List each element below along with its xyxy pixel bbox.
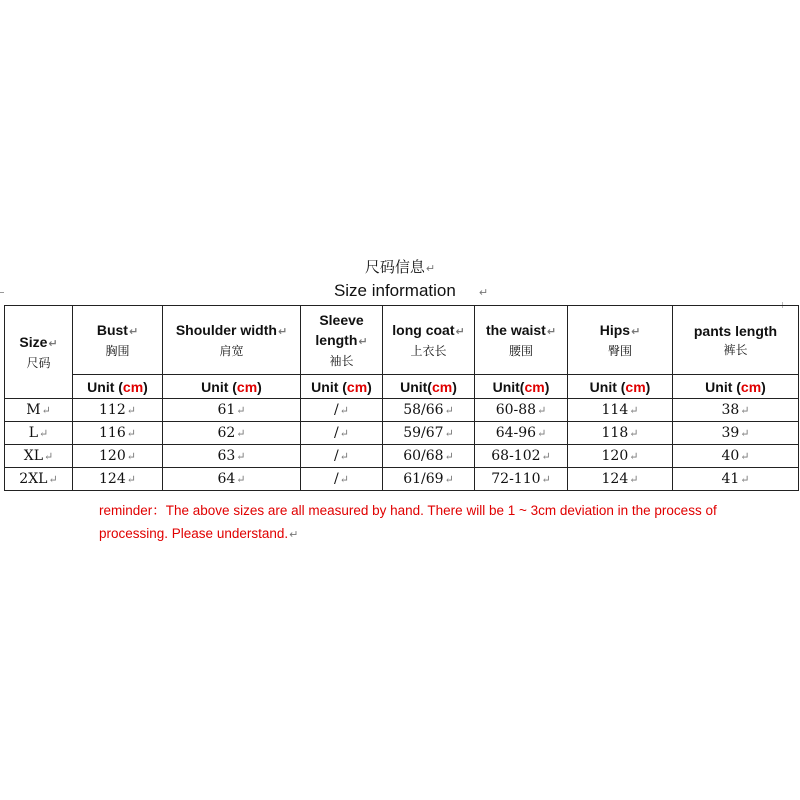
reminder-note — [99, 499, 779, 547]
cell-value: / — [334, 402, 339, 418]
coat-cell — [383, 399, 475, 422]
unit-cell — [301, 375, 383, 399]
return-mark-icon: ↵ — [126, 473, 136, 486]
bust-cell — [73, 445, 163, 468]
header-label-cn: 上衣长 — [410, 344, 447, 358]
size-table — [4, 305, 799, 491]
table-row — [5, 399, 799, 422]
return-mark-icon: ↵ — [740, 427, 750, 440]
title-chinese — [0, 256, 800, 277]
cell-value: XL — [23, 448, 44, 464]
waist-cell — [475, 422, 568, 445]
unit-text: ) — [761, 378, 766, 395]
unit-cm: cm — [346, 378, 368, 395]
header-label: Sleeve length — [315, 312, 364, 348]
unit-text: ) — [452, 378, 457, 395]
pants-cell — [673, 445, 799, 468]
unit-cm: cm — [740, 378, 762, 395]
return-mark-icon: ↵ — [339, 427, 349, 440]
sleeve-cell — [301, 422, 383, 445]
return-mark-icon: ↵ — [631, 326, 641, 338]
unit-cell — [673, 375, 799, 399]
table-row — [5, 445, 799, 468]
header-hips — [568, 306, 673, 375]
return-mark-icon: ↵ — [339, 450, 349, 463]
header-label-cn: 肩宽 — [219, 344, 244, 358]
cell-value: 118 — [601, 425, 629, 441]
return-mark-icon: ↵ — [537, 404, 547, 417]
return-mark-icon: ↵ — [236, 450, 246, 463]
hips-cell — [568, 399, 673, 422]
header-label: Bust — [96, 322, 128, 338]
return-mark-icon: ↵ — [425, 263, 436, 275]
header-shoulder-width — [163, 306, 301, 375]
sleeve-cell — [301, 468, 383, 491]
cell-value: / — [334, 425, 339, 441]
return-mark-icon: ↵ — [629, 473, 639, 486]
header-label: Hips — [599, 322, 631, 338]
return-mark-icon: ↵ — [444, 404, 454, 417]
sleeve-cell — [301, 399, 383, 422]
cell-value: L — [28, 425, 39, 441]
shoulder-cell — [163, 399, 301, 422]
cell-value: 116 — [99, 425, 126, 441]
header-label: long coat — [392, 322, 455, 338]
cell-value: M — [26, 402, 41, 418]
shoulder-cell — [163, 445, 301, 468]
return-mark-icon: ↵ — [541, 473, 551, 486]
cell-value: 41 — [721, 471, 740, 487]
return-mark-icon: ↵ — [455, 326, 465, 338]
header-pants-length — [673, 306, 799, 375]
return-mark-icon: ↵ — [289, 529, 299, 541]
unit-cell — [568, 375, 673, 399]
return-mark-icon: ↵ — [277, 326, 288, 338]
return-mark-icon: ↵ — [236, 404, 246, 417]
unit-text: Unit ( — [589, 378, 626, 395]
coat-cell — [383, 422, 475, 445]
cell-value: 72-110 — [491, 471, 541, 487]
cell-value: 120 — [601, 448, 629, 464]
return-mark-icon: ↵ — [444, 427, 454, 440]
return-mark-icon: ↵ — [48, 338, 58, 350]
header-label-cn: 裤长 — [723, 343, 748, 357]
return-mark-icon: ↵ — [126, 427, 136, 440]
return-mark-icon: ↵ — [629, 450, 639, 463]
unit-text: Unit( — [400, 378, 432, 395]
hips-cell — [568, 422, 673, 445]
unit-text: Unit ( — [87, 378, 123, 395]
unit-cm: cm — [431, 378, 453, 395]
header-label-cn: 尺码 — [26, 356, 51, 370]
cell-value: 39 — [721, 425, 740, 441]
cell-value: 64 — [217, 471, 236, 487]
cell-value: / — [334, 448, 339, 464]
return-mark-icon: ↵ — [236, 427, 246, 440]
unit-text: Unit ( — [201, 378, 237, 395]
header-size — [5, 306, 73, 399]
unit-cm: cm — [524, 378, 545, 395]
cell-value: 60/68 — [403, 448, 444, 464]
title-chinese-text: 尺码信息 — [364, 259, 425, 276]
waist-cell — [475, 399, 568, 422]
cell-value: 61 — [217, 402, 236, 418]
pants-cell — [673, 422, 799, 445]
cell-value: 2XL — [19, 471, 48, 487]
return-mark-icon: ↵ — [128, 326, 139, 338]
title-english-text: Size information — [333, 281, 456, 300]
waist-cell — [475, 468, 568, 491]
cell-value: / — [334, 471, 339, 487]
return-mark-icon: ↵ — [740, 473, 750, 486]
header-label: pants length — [693, 323, 778, 339]
return-mark-icon: ↵ — [358, 336, 368, 348]
unit-text: ) — [143, 378, 148, 395]
size-cell — [5, 399, 73, 422]
cell-value: 68-102 — [491, 448, 541, 464]
size-cell — [5, 445, 73, 468]
cell-value: 63 — [217, 448, 236, 464]
unit-text: Unit ( — [311, 378, 347, 395]
cell-value: 124 — [99, 471, 126, 487]
return-mark-icon: ↵ — [541, 450, 551, 463]
header-sleeve-length — [301, 306, 383, 375]
table-row — [5, 422, 799, 445]
header-label: Size — [19, 334, 48, 350]
title-english — [0, 281, 800, 301]
cell-value: 124 — [601, 471, 629, 487]
return-mark-icon: ↵ — [39, 427, 49, 440]
corner-mark-left — [0, 292, 4, 295]
cell-value: 38 — [721, 402, 740, 418]
return-mark-icon: ↵ — [444, 473, 454, 486]
return-mark-icon: ↵ — [236, 473, 246, 486]
unit-cell — [73, 375, 163, 399]
unit-text: ) — [367, 378, 372, 395]
cell-value: 120 — [99, 448, 126, 464]
unit-cm: cm — [122, 378, 144, 395]
return-mark-icon: ↵ — [339, 473, 349, 486]
header-long-coat — [383, 306, 475, 375]
unit-text: Unit ( — [705, 378, 741, 395]
pants-cell — [673, 468, 799, 491]
return-mark-icon: ↵ — [339, 404, 349, 417]
shoulder-cell — [163, 422, 301, 445]
header-label-cn: 臀围 — [607, 344, 632, 358]
header-label-cn: 胸围 — [105, 344, 130, 358]
coat-cell — [383, 445, 475, 468]
header-label: the waist — [485, 322, 546, 338]
header-row — [5, 306, 799, 375]
return-mark-icon: ↵ — [740, 404, 750, 417]
sleeve-cell — [301, 445, 383, 468]
unit-cell — [163, 375, 301, 399]
unit-text: ) — [544, 378, 550, 395]
unit-cell — [475, 375, 568, 399]
return-mark-icon: ↵ — [546, 326, 557, 338]
return-mark-icon: ↵ — [629, 404, 639, 417]
bust-cell — [73, 399, 163, 422]
return-mark-icon: ↵ — [41, 404, 51, 417]
size-cell — [5, 468, 73, 491]
header-label-cn: 袖长 — [329, 354, 354, 368]
hips-cell — [568, 468, 673, 491]
header-label: Shoulder width — [175, 322, 277, 338]
cell-value: 64-96 — [495, 425, 537, 441]
header-waist — [475, 306, 568, 375]
reminder-text: reminder：The above sizes are all measured by hand. There will be 1 ~ 3cm deviation in the process of processing. Please understand. — [99, 503, 717, 541]
cell-value: 40 — [721, 448, 740, 464]
bust-cell — [73, 468, 163, 491]
cell-value: 59/67 — [403, 425, 444, 441]
return-mark-icon: ↵ — [444, 450, 454, 463]
header-label-cn: 腰围 — [508, 344, 533, 358]
bust-cell — [73, 422, 163, 445]
waist-cell — [475, 445, 568, 468]
pants-cell — [673, 399, 799, 422]
cell-value: 60-88 — [495, 402, 537, 418]
cell-value: 61/69 — [403, 471, 444, 487]
cell-value: 112 — [99, 402, 126, 418]
return-mark-icon: ↵ — [740, 450, 750, 463]
cell-value: 58/66 — [403, 402, 444, 418]
cell-value: 62 — [217, 425, 236, 441]
unit-cm: cm — [625, 378, 646, 395]
unit-cell — [383, 375, 475, 399]
unit-cm: cm — [236, 378, 258, 395]
coat-cell — [383, 468, 475, 491]
unit-text: ) — [645, 378, 651, 395]
unit-row — [5, 375, 799, 399]
return-mark-icon: ↵ — [126, 404, 136, 417]
return-mark-icon: ↵ — [48, 473, 58, 486]
return-mark-icon: ↵ — [537, 427, 547, 440]
return-mark-icon: ↵ — [478, 287, 489, 299]
return-mark-icon: ↵ — [44, 450, 54, 463]
unit-text: ) — [257, 378, 262, 395]
return-mark-icon: ↵ — [126, 450, 136, 463]
hips-cell — [568, 445, 673, 468]
shoulder-cell — [163, 468, 301, 491]
unit-text: Unit( — [492, 378, 525, 395]
return-mark-icon: ↵ — [629, 427, 639, 440]
table-row — [5, 468, 799, 491]
cell-value: 114 — [601, 402, 629, 418]
size-cell — [5, 422, 73, 445]
header-bust — [73, 306, 163, 375]
